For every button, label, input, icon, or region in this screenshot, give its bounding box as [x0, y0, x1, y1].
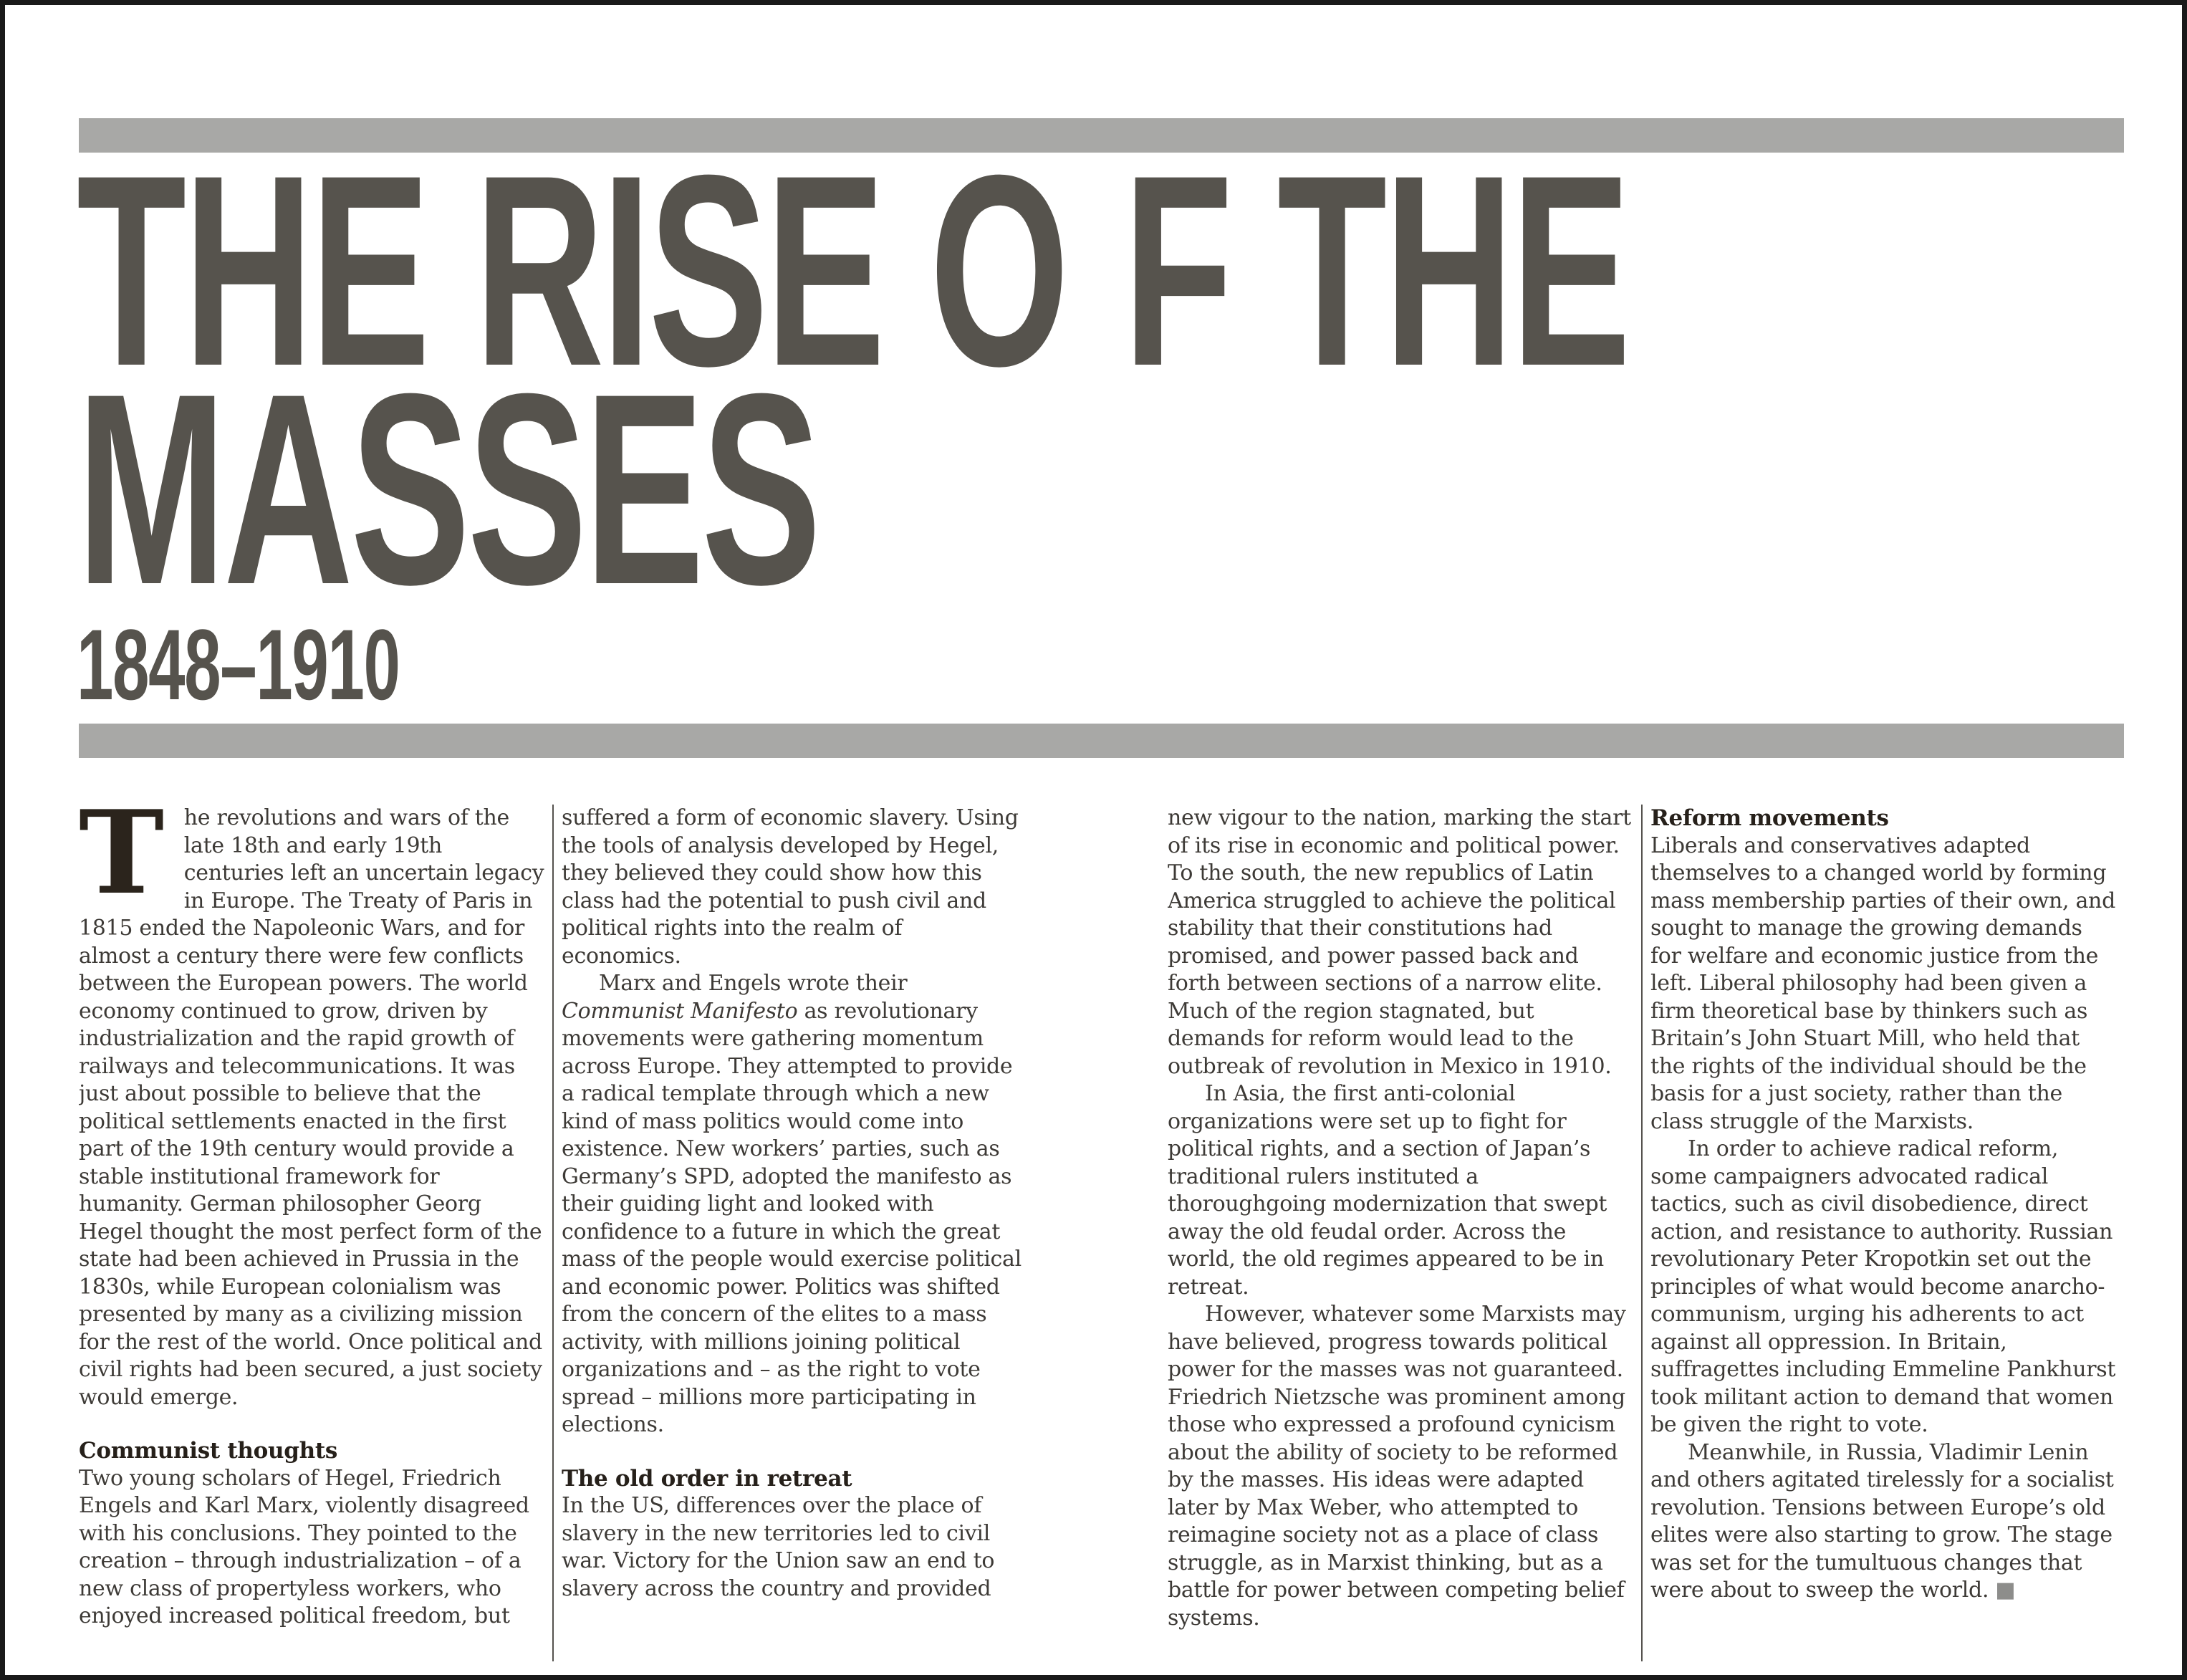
article-end-mark: ■: [1989, 1578, 2016, 1603]
section-heading: Reform movements: [1650, 805, 1889, 831]
bottom-rule-bar: [79, 724, 2124, 758]
title-line-2: MASSES: [77, 337, 819, 641]
text-segment: In the US, differences over the place of slavery in the new territories led to civil war. Victory for the Union saw an end to slavery across the country and provided: [562, 1493, 995, 1601]
text-segment: new vigour to the nation, marking the start of its rise in economic and political power. To the south, the new republics of Latin America struggled to achieve the political stability that their constitutions had promised, and power passed back and forth between sections of a narrow elite. Much of the region stagnated, but demands for reform would lead to the outbreak of revolution in Mexico in 1910.: [1168, 805, 1631, 1079]
title-line1-left: THE RISE O: [77, 118, 1067, 423]
body-paragraph: [1168, 805, 1633, 1080]
page-title: [77, 118, 1628, 721]
text-segment: he revolutions and wars of the late 18th and early 19th centuries left an uncertain legacy in Europe. The Treaty of Paris in 1815 ended the Napoleonic Wars, and for almost a century there were few conflicts between the European powers. The world economy continued to grow, driven by industrialization and the rapid growth of railways and telecommunications. It was just about possible to believe that the political settlements enacted in the first part of the 19th century would provide a stable institutional framework for humanity. German philosopher Georg Hegel thought the most perfect form of the state had been achieved in Prussia in the 1830s, while European colonialism was presented by many as a civilizing mission for the rest of the world. Once political and civil rights had been secured, a just society would emerge.: [79, 805, 544, 1410]
body-paragraph: [1650, 1439, 2116, 1605]
body-paragraph: [562, 805, 1027, 970]
text-segment: Liberals and conservatives adapted themselves to a changed world by forming mass membership parties of their own, and sought to manage the growing demands for welfare and economic justice from the left. Liberal philosophy had been given a firm theoretical base by thinkers such as Britain’s John Stuart Mill, who held that the rights of the individual should be the basis for a just society, rather than the class struggle of the Marxists.: [1650, 832, 2115, 1134]
text-segment: In Asia, the first anti-colonial organizations were set up to fight for political rights, and a section of Japan’s traditional rulers instituted a thoroughgoing modernization that swept away the old feudal order. Across the world, the old regimes appeared to be in retreat.: [1168, 1081, 1607, 1300]
article-column-4: [1650, 805, 2116, 1661]
text-segment: Two young scholars of Hegel, Friedrich Engels and Karl Marx, violently disagreed with his conclusions. They pointed to the creation – through industrialization – of a new class of propertyless workers, who enjoyed increased political freedom, but: [79, 1465, 529, 1628]
article-column-2: [562, 805, 1027, 1661]
spread-gutter: [1027, 805, 1168, 1661]
article-column-3: [1168, 805, 1633, 1661]
drop-cap: T: [79, 805, 164, 920]
article-column-1: [79, 805, 544, 1661]
text-segment: suffered a form of economic slavery. Using the tools of analysis developed by Hegel, they believed they could show how this class had the potential to push civil and political rights into the realm of economics.: [562, 805, 1019, 969]
title-line1-right: F THE: [1123, 118, 1628, 423]
text-segment: However, whatever some Marxists may have believed, progress towards political power for the masses was not guaranteed. Friedrich Nietzsche was prominent among those who expressed a profound cynicism about the ability of society to be reformed by the masses. His ideas were adapted later by Max Weber, who attempted to reimagine society not as a place of class struggle, as in Marxist thinking, but as a battle for power between competing belief systems.: [1168, 1302, 1626, 1631]
text-segment: Meanwhile, in Russia, Vladimir Lenin and others agitated tirelessly for a socialist revolution. Tensions between Europe’s old elites were also starting to grow. The stage was set for the tumultuous changes that were about to sweep the world.: [1650, 1439, 2114, 1603]
body-paragraph: [79, 805, 544, 1411]
body-paragraph: [1650, 832, 2116, 1136]
text-segment: Marx and Engels wrote their: [599, 971, 908, 996]
section-heading: Communist thoughts: [79, 1438, 338, 1464]
body-paragraph: [562, 970, 1027, 1439]
section-heading: The old order in retreat: [562, 1465, 852, 1492]
column-divider: [1641, 805, 1643, 1661]
text-segment: as revolutionary movements were gathering momentum across Europe. They attempted to provide a radical template through which a new kind of mass politics would come into existence. New workers’ parties, such as Germany’s SPD, adopted the manifesto as their guiding light and looked with confidence to a future in which the great mass of the people would exercise political and economic power. Politics was shifted from the concern of the elites to a mass activity, with millions joining political organizations and – as the right to vote spread – millions more participating in elections.: [562, 998, 1022, 1437]
page-subtitle: 1848–1910: [77, 608, 400, 721]
column-divider: [552, 805, 554, 1661]
article-columns: [79, 805, 2124, 1661]
text-segment: In order to achieve radical reform, some campaigners advocated radical tactics, such as civil disobedience, direct action, and resistance to authority. Russian revolutionary Peter Kropotkin set out the principles of what would become anarcho-communism, urging his adherents to act against all oppression. In Britain, suffragettes including Emmeline Pankhurst took militant action to demand that women be given the right to vote.: [1650, 1136, 2116, 1437]
body-paragraph: [79, 1465, 544, 1631]
body-paragraph: [1650, 1136, 2116, 1439]
body-paragraph: [1168, 1080, 1633, 1301]
body-paragraph: [1168, 1301, 1633, 1632]
book-title-italic: Communist Manifesto: [562, 998, 798, 1024]
body-paragraph: [562, 1492, 1027, 1603]
